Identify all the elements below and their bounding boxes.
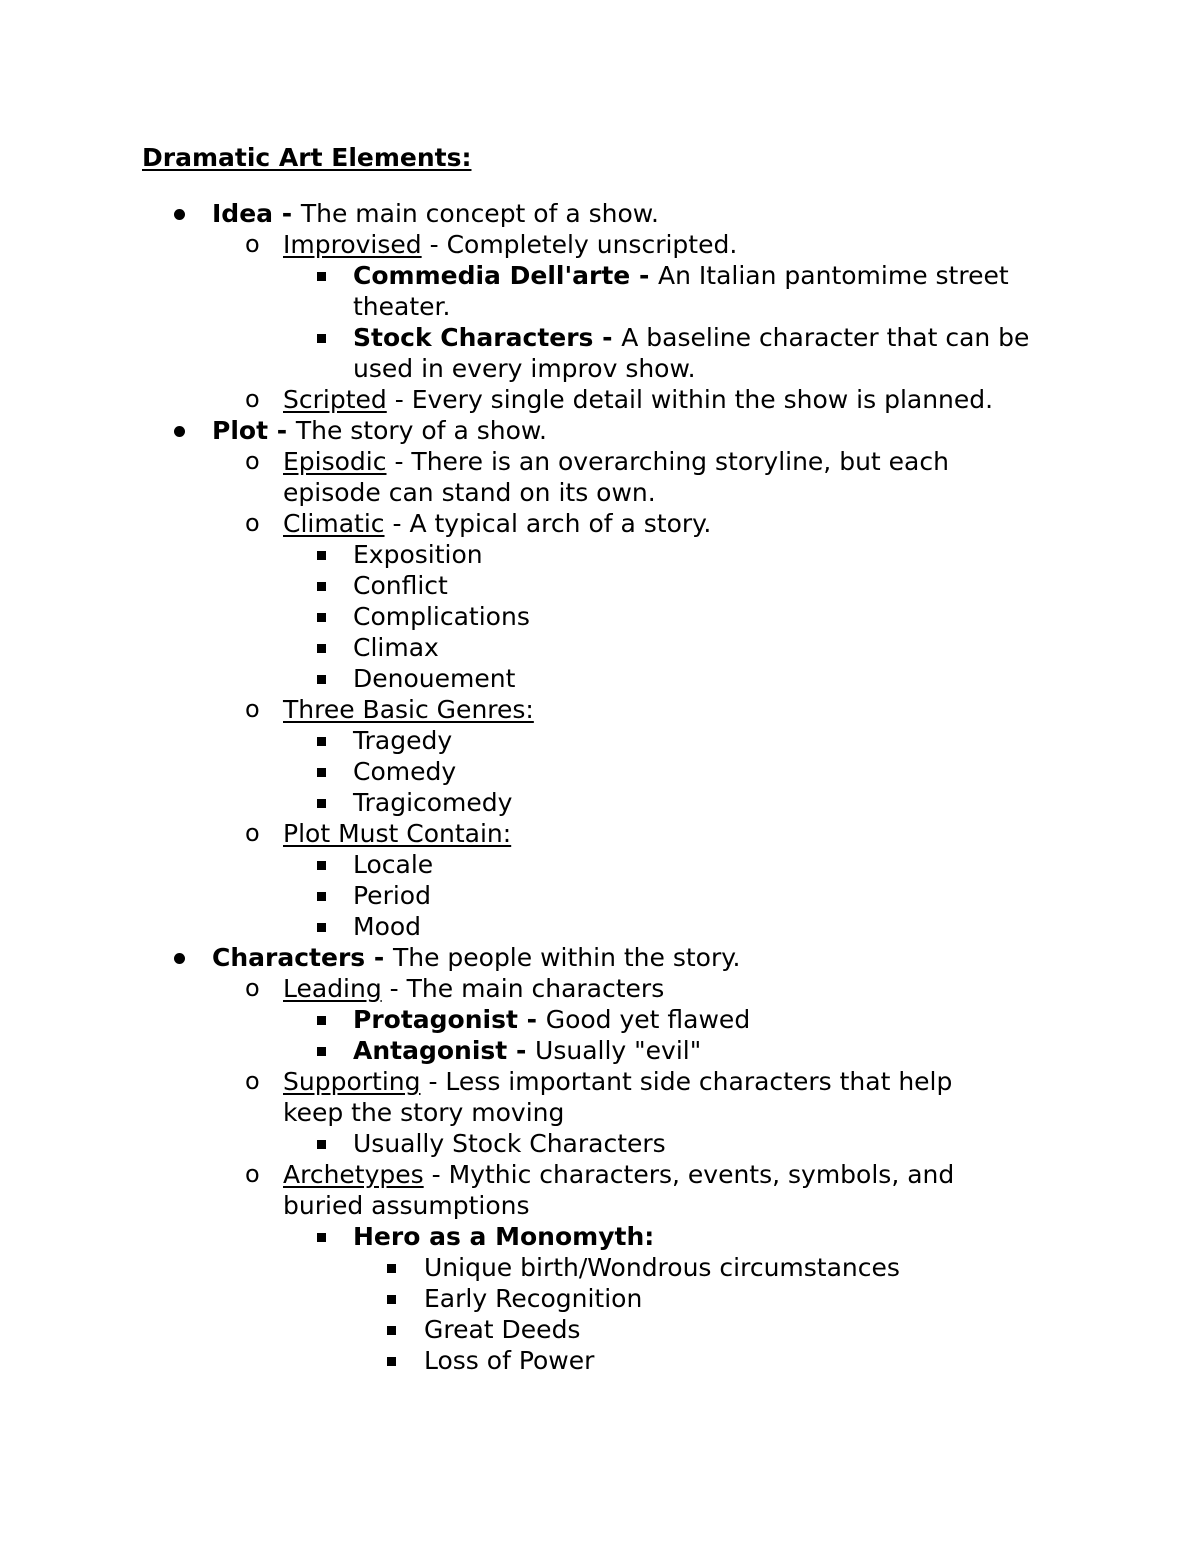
term-supporting: Supporting	[283, 1067, 421, 1096]
list-item-stage	[0, 601, 1200, 632]
bullet-square-icon	[317, 601, 326, 632]
term-episodic: Episodic	[283, 447, 387, 476]
term-idea: Idea	[212, 199, 274, 228]
bullet-dot-icon	[174, 942, 185, 973]
bullet-square-icon	[317, 1128, 326, 1159]
desc-leading: The main characters	[406, 974, 665, 1003]
bullet-square-icon	[317, 1221, 326, 1252]
term-plot-contain: Plot Must Contain:	[283, 819, 512, 848]
list-item-climatic: o Climatic - A typical arch of a story.	[245, 509, 712, 538]
list-item-genres	[0, 694, 1200, 725]
bullet-circle-icon: o	[245, 695, 260, 723]
list-item-archetypes: o Archetypes - Mythic characters, events, symbols, and buried assumptions	[245, 1160, 955, 1220]
list-item-episodic: o Episodic - There is an overarching storyline, but each episode can stand on its own.	[245, 447, 949, 507]
list-item-contain	[0, 911, 1200, 942]
bullet-square-icon	[317, 322, 326, 353]
stage-label: Conflict	[353, 571, 448, 600]
list-item-genre	[0, 725, 1200, 756]
desc-antagonist: Usually "evil"	[535, 1036, 702, 1065]
term-protagonist: Protagonist	[353, 1005, 518, 1034]
list-item-characters: Characters - The people within the story.	[0, 942, 1200, 973]
list-item-hero-monomyth	[0, 1221, 1200, 1252]
term-improvised: Improvised	[283, 230, 422, 259]
notes-outline	[0, 198, 1200, 1376]
list-item-improvised: o Improvised - Completely unscripted.	[245, 230, 738, 259]
bullet-square-icon	[317, 632, 326, 663]
hero-stage-label: Loss of Power	[424, 1346, 595, 1375]
bullet-square-icon	[317, 849, 326, 880]
bullet-circle-icon: o	[245, 509, 260, 537]
bullet-square-icon	[387, 1283, 396, 1314]
list-item-stage	[0, 570, 1200, 601]
stage-label: Denouement	[353, 664, 516, 693]
list-item-contain	[0, 880, 1200, 911]
bullet-square-icon	[387, 1314, 396, 1345]
desc-archetypes: Mythic characters, events, symbols, and buried assumptions	[283, 1160, 955, 1220]
bullet-dot-icon	[174, 415, 185, 446]
list-item-plot: Plot - The story of a show.	[0, 415, 1200, 446]
bullet-square-icon	[317, 539, 326, 570]
list-item-genre	[0, 787, 1200, 818]
bullet-square-icon	[317, 787, 326, 818]
bullet-square-icon	[317, 570, 326, 601]
bullet-square-icon	[317, 911, 326, 942]
desc-protagonist: Good yet flawed	[545, 1005, 751, 1034]
contain-label: Mood	[353, 912, 422, 941]
list-item-stock-characters: Stock Characters - A baseline character that can be used in every improv show.	[0, 322, 1200, 384]
hero-stage-label: Unique birth/Wondrous circumstances	[424, 1253, 900, 1282]
list-item-plot-contain	[0, 818, 1200, 849]
bullet-square-icon	[317, 1004, 326, 1035]
supporting-note: Usually Stock Characters	[353, 1129, 666, 1158]
list-item-idea: Idea - The main concept of a show.	[0, 198, 1200, 229]
stage-label: Complications	[353, 602, 530, 631]
term-commedia: Commedia Dell'arte	[353, 261, 631, 290]
bullet-circle-icon: o	[245, 1160, 260, 1188]
term-scripted: Scripted	[283, 385, 387, 414]
desc-scripted: Every single detail within the show is planned.	[411, 385, 994, 414]
term-archetypes: Archetypes	[283, 1160, 424, 1189]
bullet-square-icon	[317, 663, 326, 694]
list-item-hero-stage	[0, 1345, 1200, 1376]
list-item-hero-stage	[0, 1314, 1200, 1345]
list-item-commedia: Commedia Dell'arte - An Italian pantomime street theater.	[0, 260, 1200, 322]
genre-label: Tragedy	[353, 726, 453, 755]
list-item-contain	[0, 849, 1200, 880]
genre-label: Comedy	[353, 757, 457, 786]
bullet-circle-icon: o	[245, 230, 260, 258]
list-item-supporting: o Supporting - Less important side characters that help keep the story moving	[245, 1067, 953, 1127]
desc-climatic: A typical arch of a story.	[409, 509, 712, 538]
desc-episodic: There is an overarching storyline, but each episode can stand on its own.	[283, 447, 949, 507]
term-characters: Characters	[212, 943, 366, 972]
bullet-square-icon	[317, 880, 326, 911]
desc-commedia: An Italian pantomime street theater.	[353, 261, 1009, 321]
term-genres: Three Basic Genres:	[283, 695, 534, 724]
bullet-circle-icon: o	[245, 819, 260, 847]
hero-stage-label: Early Recognition	[424, 1284, 643, 1313]
bullet-dot-icon	[174, 198, 185, 229]
bullet-square-icon	[387, 1345, 396, 1376]
contain-label: Locale	[353, 850, 434, 879]
bullet-circle-icon: o	[245, 385, 260, 413]
desc-improvised: Completely unscripted.	[446, 230, 738, 259]
list-item-supporting-note	[0, 1128, 1200, 1159]
stage-label: Climax	[353, 633, 439, 662]
list-item-antagonist: Antagonist - Usually "evil"	[0, 1035, 1200, 1066]
bullet-square-icon	[317, 756, 326, 787]
list-item-hero-stage	[0, 1252, 1200, 1283]
bullet-square-icon	[317, 1035, 326, 1066]
desc-characters: The people within the story.	[392, 943, 741, 972]
desc-plot: The story of a show.	[295, 416, 547, 445]
term-antagonist: Antagonist	[353, 1036, 508, 1065]
bullet-circle-icon: o	[245, 1067, 260, 1095]
term-hero-monomyth: Hero as a Monomyth:	[353, 1222, 655, 1251]
list-item-scripted: o Scripted - Every single detail within the show is planned.	[245, 385, 994, 414]
bullet-square-icon	[317, 725, 326, 756]
list-item-hero-stage	[0, 1283, 1200, 1314]
stage-label: Exposition	[353, 540, 483, 569]
bullet-circle-icon: o	[245, 447, 260, 475]
term-climatic: Climatic	[283, 509, 385, 538]
list-item-stage	[0, 632, 1200, 663]
desc-supporting: Less important side characters that help keep the story moving	[283, 1067, 953, 1127]
bullet-square-icon	[387, 1252, 396, 1283]
term-leading: Leading	[283, 974, 382, 1003]
bullet-circle-icon: o	[245, 974, 260, 1002]
list-item-genre	[0, 756, 1200, 787]
list-item-protagonist: Protagonist - Good yet flawed	[0, 1004, 1200, 1035]
desc-stock-characters: A baseline character that can be used in every improv show.	[353, 323, 1030, 383]
list-item-stage	[0, 539, 1200, 570]
hero-stage-label: Great Deeds	[424, 1315, 581, 1344]
term-stock-characters: Stock Characters	[353, 323, 594, 352]
desc-idea: The main concept of a show.	[300, 199, 659, 228]
list-item-leading: o Leading - The main characters	[245, 974, 665, 1003]
page-title: Dramatic Art Elements:	[142, 143, 472, 172]
bullet-square-icon	[317, 260, 326, 291]
contain-label: Period	[353, 881, 431, 910]
genre-label: Tragicomedy	[353, 788, 513, 817]
term-plot: Plot	[212, 416, 269, 445]
list-item-stage	[0, 663, 1200, 694]
